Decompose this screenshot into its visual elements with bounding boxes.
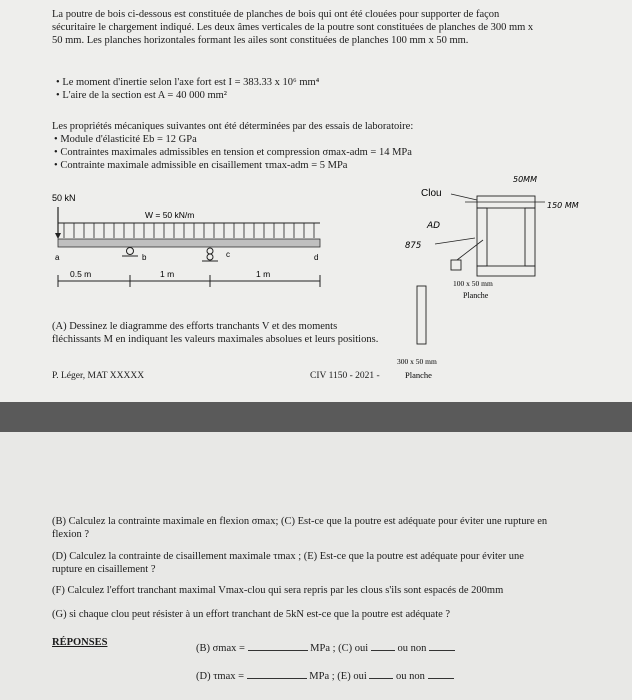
answer-row-b [196, 640, 576, 655]
support-b [122, 248, 138, 257]
dim-cd: 1 m [256, 269, 271, 279]
handwritten-ad: AD [427, 221, 441, 231]
point-c-label: c [226, 250, 230, 259]
dist-load-arrows [64, 223, 314, 238]
page-gap [0, 402, 632, 432]
footer-course: CIV 1150 - 2021 - [310, 371, 380, 381]
answer-e-oui-blank[interactable] [369, 668, 393, 679]
answer-c-oui-blank[interactable] [371, 640, 395, 651]
left-web [477, 208, 487, 266]
intro-paragraph: La poutre de bois ci-dessous est constituée de planches de bois qui ont été clouées pour supporter de façon sécuritaire le chargement indiqué. Les deux âmes verticales de la poutre sont constituées de planches de 300 mm x 50 mm. Les planches horizontales formant les ailes sont constituées de planches 100 mm x 50 mm. [52, 9, 534, 46]
answer-c-label: MPa ; (C) oui [310, 643, 369, 654]
flange-plank-label: 100 x 50 mm [453, 279, 493, 288]
answer-e-label: MPa ; (E) oui [309, 671, 367, 682]
footer-author: P. Léger, MAT XXXXX [52, 371, 145, 381]
question-g: (G) si chaque clou peut résister à un effort tranchant de 5kN est-ce que la poutre est adéquate ? [52, 609, 451, 620]
web-plank-icon [417, 286, 426, 344]
answers-title: RÉPONSES [52, 637, 108, 648]
web-plank-label-2: Planche [405, 370, 432, 380]
handwritten-150mm: 150 MM [547, 201, 579, 210]
point-d-label: d [314, 253, 319, 262]
flange-plank-label-2: Planche [463, 291, 489, 300]
point-b-label: b [142, 253, 147, 262]
point-load-arrowhead [55, 233, 61, 239]
bullet-inertia: • Le moment d'inertie selon l'axe fort est I = 383.33 x 10⁶ mm⁴ [56, 77, 320, 88]
dim-ab: 0.5 m [70, 269, 92, 279]
answer-e-non-blank[interactable] [428, 668, 454, 679]
question-a: (A) Dessinez le diagramme des efforts tranchants V et des moments fléchissants M en indiquant les valeurs maximales absolues et leurs positions. [52, 321, 379, 345]
point-a-label: a [55, 253, 60, 262]
bullet-elasticity: • Module d'élasticité Eb = 12 GPa [54, 134, 197, 145]
support-c [202, 248, 218, 261]
answer-b-label: (B) σmax = [196, 643, 245, 654]
page-bottom-section [0, 432, 632, 700]
web-plank-label: 300 x 50 mm [397, 357, 437, 366]
question-d: (D) Calculez la contrainte de cisaillement maximale τmax ; (E) Est-ce que la poutre est adéquate pour éviter une rupture en cisaillement ? [52, 551, 524, 575]
props-title: Les propriétés mécaniques suivantes ont été déterminées par des essais de laboratoire: [52, 121, 414, 132]
flange-plank-icon [451, 260, 461, 270]
dim-bc: 1 m [160, 269, 175, 279]
question-f: (F) Calculez l'effort tranchant maximal Vmax-clou qui sera repris par les clous s'ils sont espacés de 200mm [52, 585, 504, 596]
right-web [525, 208, 535, 266]
bottom-flange [477, 266, 535, 276]
answer-d-label: (D) τmax = [196, 671, 245, 682]
cross-section-diagram [395, 168, 579, 388]
answer-c-ou-non: ou non [397, 643, 427, 654]
beam-body [58, 239, 320, 247]
clou-arrow [451, 194, 477, 200]
answer-d-blank[interactable] [247, 668, 307, 679]
handwritten-50mm: 50MM [513, 175, 537, 184]
handwritten-875: 875 [405, 241, 422, 251]
bullet-shear: • Contrainte maximale admissible en cisaillement τmax-adm = 5 MPa [54, 160, 348, 171]
bullet-list-1 [56, 76, 386, 102]
answer-e-ou-non: ou non [396, 671, 425, 682]
point-load-label: 50 kN [52, 193, 76, 203]
answer-b-blank[interactable] [248, 640, 308, 651]
bullet-tension: • Contraintes maximales admissibles en tension et compression σmax-adm = 14 MPa [54, 147, 412, 158]
answer-c-non-blank[interactable] [429, 640, 455, 651]
question-b: (B) Calculez la contrainte maximale en flexion σmax; (C) Est-ce que la poutre est adéquate pour éviter une rupture en flexion ? [52, 516, 548, 540]
answer-row-d [196, 668, 576, 683]
beam-diagram [50, 185, 340, 300]
dist-load-label: W = 50 kN/m [145, 210, 195, 220]
bullet-area: • L'aire de la section est A = 40 000 mm² [56, 90, 227, 101]
clou-label: Clou [421, 188, 442, 199]
bullet-list-2 [54, 133, 524, 172]
